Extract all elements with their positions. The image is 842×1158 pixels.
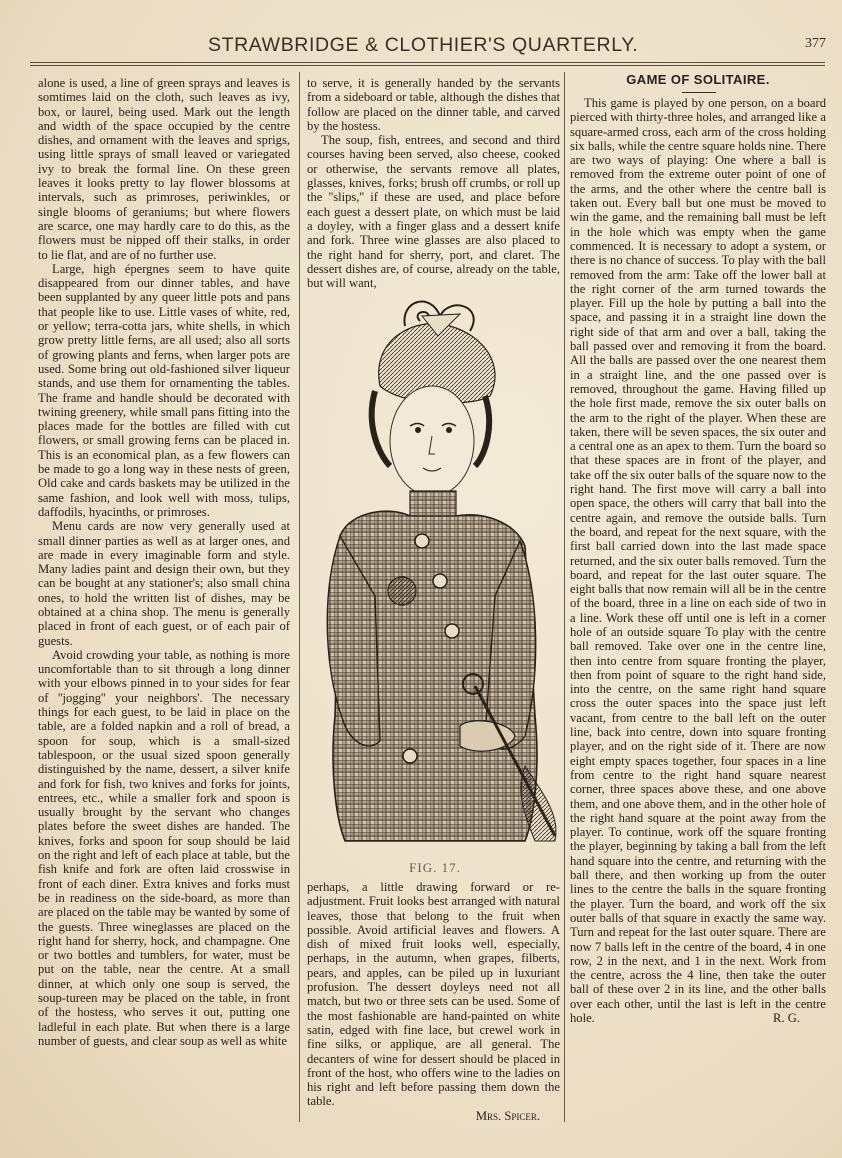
paragraph: to serve, it is generally handed by the servants from a sideboard or table, although the dishes that follow are placed on the dinner table, and carved by the hostess. [307, 76, 560, 133]
page-number: 377 [805, 36, 826, 51]
page-header [30, 30, 830, 60]
column-divider-right [564, 72, 565, 1122]
paragraph: Menu cards are now very generally used at small dinner parties as well as at larger ones, and are made in every imaginable form and style. Many ladies paint and design their own, but they can be bought at any stationer's; also small china ones, to hold the written list of dishes, may be obtained at a china shop. The menu is generally placed in front of each guest, or of each pair of guests. [38, 519, 290, 648]
paragraph [570, 96, 826, 1025]
paragraph: Avoid crowding your table, as nothing is more uncomfortable than to sit through a long dinner with your elbows pinned in to your sides for fear of ''jogging'' your neighbors'. The necessary things for each guest, to be laid in place on the table, are a folded napkin and a roll of bread, a spoon for soup, which is a small-sized tablespoon, or the usual sized spoon generally distinguished by the name, dessert, a silver knife and fork for fish, two knives and forks for joints, entrees, etc., while a smaller fork and spoon is usually brought by the servant who changes plates before the sweet dishes are handed. The knives, forks and spoon for soup should be laid on the right and left of each place at table, but the fish knife and fork are often laid crosswise in front of each diner. Extra knives and forks must be in readiness on the side-board, as more than are placed on the table may be wanted by some of the guests. Three wineglasses are placed on the right hand for sherry, hock, and champagne. One or two bottles and tumblers, for water, must be put on the table, near the centre. At a small dinner, at which only one soup is served, the soup-tureen may be placed on the table, in front of the hostess, who serves it out, putting one ladleful in each plate. But when there is a large number of guests, and clear soup as well as white [38, 647, 290, 1048]
title-rule [682, 92, 716, 93]
fashion-illustration [310, 296, 560, 856]
header-rule-bottom [30, 65, 825, 66]
column-2-top [307, 76, 560, 290]
figure-caption: FIG. 17. [409, 860, 461, 875]
paragraph: Large, high épergnes seem to have quite disappeared from our dinner tables, and have been supplanted by any queer little pots and pans that people like to use. Little vases of white, red, or yellow; terra-cotta jars, white shells, in which grow pretty little ferns, are all used; also all sorts of growing plants and ferns, when larger pots are used. Some bring out old-fashioned silver liqueur stands, and use them for ornamenting the tables. The frame and handle should be decorated with twining greenery, while small pans fitting into the places made for the bottles are filled with cut flowers, or small growing ferns can be placed in. This is an economical plan, as a few flowers can be made to go a long way in these nests of green, Old cake and cards baskets may be utilized in the same fashion, and look well with moss, tulips, daffodils, hyacinths, or primroses. [38, 261, 290, 519]
column-2-bottom [307, 880, 560, 1123]
column-1 [38, 76, 290, 1048]
paragraph: alone is used, a line of green sprays and leaves is somtimes laid on the cloth, such leaves as ivy, box, or laurel, being used. Mark out the length and width of the space occupied by the centre dishes, and ornament with the leaves and sprigs, using little sprays of small leaved or variegated ivy to break the formal line. On these green leaves it looks pretty to lay flower blossoms at intervals, such as primroses, periwinkles, or single blooms of geraniums; but where flowers are scarce, one may hardly care to do this, as the flowers must be nipped off their stalks, in order to lie flat, and are of no further use. [38, 76, 290, 262]
author-initials: R. G. [773, 1011, 800, 1025]
paragraph: The soup, fish, entrees, and second and third courses having been served, also cheese, cooked or otherwise, the servants remove all plates, glasses, knives, forks; brush off crumbs, or roll up the ''slips,'' if these are used, and place before each guest a dessert plate, on which must be laid a doyley, with a finger glass and a dessert knife and fork. Three wine glasses are also placed to the right hand for sherry, port, and claret. The dessert dishes are, of course, already on the table, but will want, [307, 133, 560, 291]
author-signature: Mrs. Spicer. [475, 1108, 540, 1123]
solitaire-body: This game is played by one person, on a board pierced with thirty-three holes, and arranged like a square-armed cross, each arm of the cross holding six balls, while the centre square holds nine. There are two ways of playing: One where a ball is removed from the extreme outer point of one of the arms, and the other where the centre ball is taken out. Every ball but one must be moved to win the game, and the remaining ball must be left in the hole which was empty when the game commenced. It is necessary to adopt a system, or there is no chance of success. To play with the ball removed from the arm: Take off the lower ball at the right corner of the arm turned towards the player. Fill up the hole by putting a ball into the space, and passing it in a straight line down the right side of that arm and over a ball, taking the ball passed over and removing it from the board. All the balls are passed over the one nearest them in a straight line, and the one passed over is removed, throughout the game. Having filled up the hole first made, remove the six outer balls on the arm to the right of the player. When these are taken, there will be seven spaces, the six outer and a central one as an apex to them. Turn the board so that these spaces are in front of the player, and take off the six outer balls of the square now to the right hand. The first move will carry a ball into open space, the others will carry that ball into the centre again, and remove the outside balls. Turn the board, and repeat for the next square, with the first ball carried down into the last made space returned, and the six outer balls removed. Turn the board, and repeat for the last outer square. The eight balls that now remain will all be in the centre of the board, three in a line on each side of two in a line. Work these off until one is left in a corner hole of an outside square To play with the centre ball removed. Take over one in the centre line, then into centre from square fronting the player, then from point of square to the right hand side, into the centre, on the same right hand square cross the outer spaces into the space just left vacant, from centre to the ball left on the outer line, back into centre, down into square fronting player, and on the right side of it. There are now eight empty spaces together, four spaces in a line from centre to the right hand square nearest corner, three spaces above these, and one above them, and one above them, and in the other hole of the right hand square at the point away from the player. To continue, work off the square fronting the player, beginning by taking a ball from the left hand square into the centre, and returning with the ball there, and then working up from the outer lines to the centre the balls in the square fronting the player. Turn the board, and work off the six outer balls of that square in exactly the same way. Turn and repeat for the last outer square. There are now 7 balls left in the centre of the board, 4 in one row, 2 in the next, and 1 in the next. Work from the centre, across the 4 line, then take the outer ball of these over 2 in its line, and the other balls over each other, until the last is left in the centre hole. [570, 96, 827, 1025]
header-rule-top [30, 62, 825, 63]
running-title: STRAWBRIDGE & CLOTHIER'S QUARTERLY. [208, 34, 639, 56]
paragraph: perhaps, a little drawing forward or re-adjustment. Fruit looks best arranged with natural leaves, those that belong to the fruit when possible. Avoid artificial leaves and flowers. A dish of mixed fruit looks well, especially, perhaps, in the autumn, when grapes, filberts, pears, and apples, can be piled up in luxuriant profusion. The dessert doyleys need not all match, but two or three sets can be used. Some of the most fashionable are hand-painted on white satin, edged with fine lace, but crewel work in fine silks, or applique, are all general. The decanters of wine for dessert should be placed in front of the host, who offers wine to the ladies on his right and left before passing them down the table. [307, 880, 560, 1109]
column-divider-left [299, 72, 300, 1122]
column-3 [570, 96, 826, 1025]
woman-in-jacket-engraving [310, 296, 560, 856]
article-title: GAME OF SOLITAIRE. [626, 72, 770, 87]
